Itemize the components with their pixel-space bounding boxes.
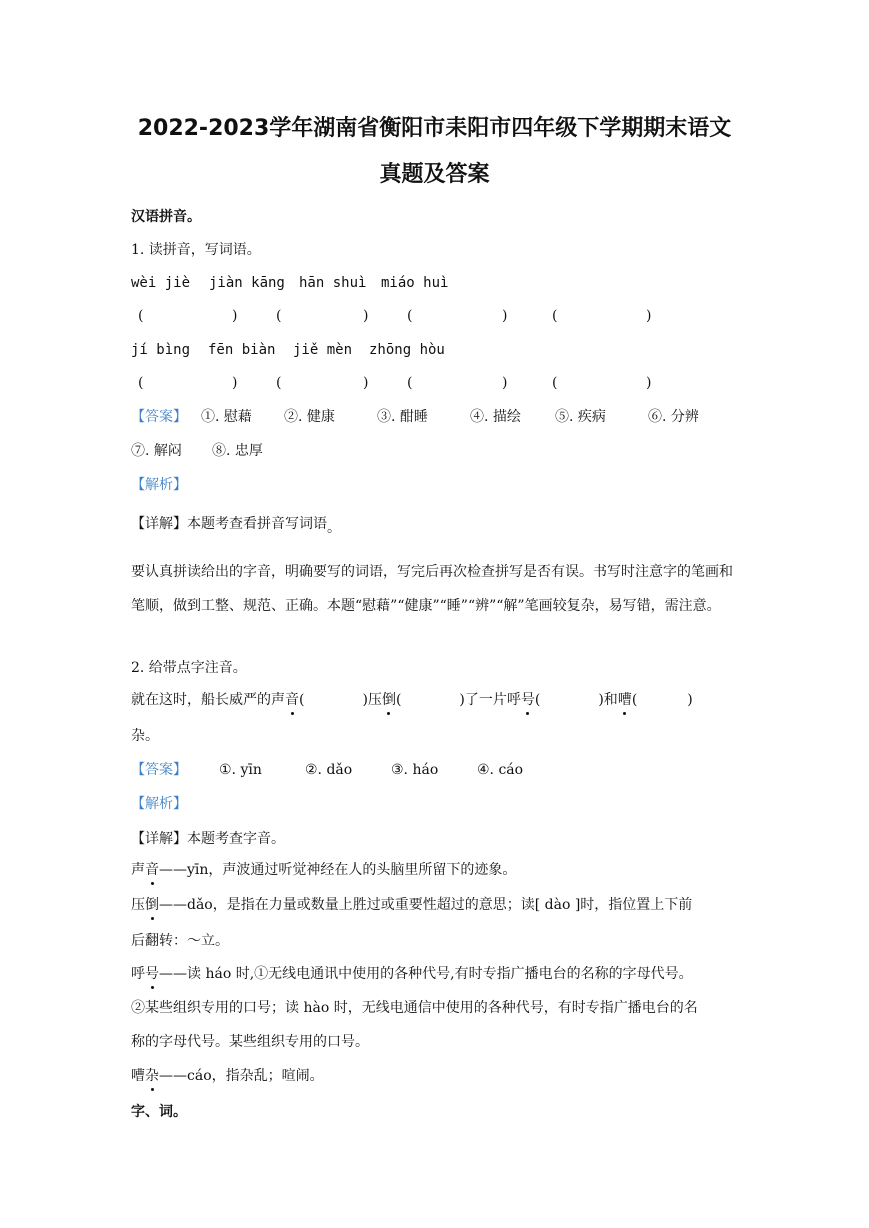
text: ——cáo，指杂乱；喧闹。	[159, 1068, 324, 1084]
dotted-char: 号	[145, 966, 159, 982]
detail-tail: 。	[327, 520, 341, 536]
q2-prompt: 2. 给带点字注音。	[131, 660, 247, 676]
dotted-char: 音	[285, 692, 299, 708]
q1-detail	[131, 514, 341, 534]
answer-item: ①. 慰藉	[201, 409, 252, 425]
q2-sentence	[131, 690, 693, 710]
q2-sentence-tail: 杂。	[131, 728, 159, 744]
doc-title-line1: 2022-2023学年湖南省衡阳市耒阳市四年级下学期期末语文	[137, 116, 732, 141]
q1-pinyin-row1	[131, 273, 471, 293]
pinyin: fēn biàn	[208, 342, 276, 358]
answer-item: ①. yīn	[219, 762, 262, 778]
sentence-text: )压	[362, 692, 382, 708]
q1-explanation: 要认真拼读给出的字音，明确要写的词语，写完后再次检查拼写是否有误。书写时注意字的笔画和笔顺，做到工整、规范、正确。本题“慰藉”“健康”“睡”“辨”“解”笔画较复杂，易写错，需注意。	[131, 564, 733, 614]
answer-item: ⑧. 忠厚	[212, 443, 263, 459]
dotted-char: 倒	[381, 692, 396, 708]
answer-item: ⑤. 疾病	[555, 409, 606, 425]
answer-item: ③. 酣睡	[377, 409, 428, 425]
blank-close: )	[232, 308, 238, 324]
pinyin: hān shuì	[299, 275, 367, 291]
blank-close: )	[363, 375, 369, 391]
blank-close: )	[646, 308, 652, 324]
answer-item: ②. 健康	[284, 409, 335, 425]
blank-open: (	[276, 308, 282, 324]
text: ——dǎo，是指在力量或数量上胜过或重要性超过的意思；读[ dào ]时，指位置上下前	[159, 897, 693, 913]
q2-explain-3-cont2: 称的字母代号。某些组织专用的口号。	[131, 1034, 369, 1050]
dotted-char: 嘈	[617, 692, 632, 708]
q2-explain-2-cont: 后翻转：～立。	[131, 933, 229, 949]
q2-explain-4	[131, 1066, 324, 1086]
q2-answer-line	[131, 760, 537, 780]
q1-pinyin-row2	[131, 340, 459, 360]
blank-open: (	[552, 375, 558, 391]
answer-item: ②. dǎo	[305, 762, 353, 778]
q1-answer-line2	[131, 441, 292, 461]
blank-open: (	[534, 692, 541, 708]
blank-close: )	[646, 375, 652, 391]
section-heading-pinyin: 汉语拼音。	[131, 209, 201, 225]
blank-close: )	[232, 375, 238, 391]
q2-analysis-label: 【解析】	[131, 796, 187, 812]
text: 声	[131, 862, 145, 878]
blank-open: (	[138, 375, 144, 391]
answer-item: ③. háo	[391, 762, 439, 778]
blank-open: (	[552, 308, 558, 324]
blank-close: )	[363, 308, 369, 324]
q2-explain-1	[131, 860, 516, 880]
dotted-char: 号	[520, 692, 535, 708]
blank-open: (	[138, 308, 144, 324]
q2-explain-2	[131, 895, 692, 915]
q2-detail: 【详解】本题考查字音。	[131, 831, 285, 847]
pinyin: jiě mèn	[293, 342, 353, 358]
q2-explain-3-cont: ②某些组织专用的口号；读 hào 时，无线电通信中使用的各种代号，有时专指广播电台的名	[131, 1000, 698, 1016]
dotted-char: 杂	[145, 1068, 159, 1084]
pinyin: jiàn kāng	[209, 275, 285, 291]
blank-open: (	[407, 375, 413, 391]
answer-label: 【答案】	[131, 762, 187, 778]
q1-analysis-label: 【解析】	[131, 477, 187, 493]
q2-explain-3	[131, 964, 693, 984]
answer-label: 【答案】	[131, 409, 187, 425]
answer-item: ④. cáo	[477, 762, 524, 778]
answer-item: ⑥. 分辨	[648, 409, 699, 425]
text: 嘈	[131, 1068, 145, 1084]
section-heading-words: 字、词。	[131, 1104, 187, 1120]
dotted-char: 音	[145, 862, 159, 878]
answer-item: ⑦. 解闷	[131, 443, 182, 459]
blank-open: (	[299, 692, 305, 708]
text: ——读 háo 时,①无线电通讯中使用的各种代号,有时专指广播电台的名称的字母代号。	[159, 966, 693, 982]
blank-open: (	[395, 692, 402, 708]
pinyin: jí bìng	[131, 342, 191, 358]
blank-close: )	[502, 375, 508, 391]
doc-title-line2: 真题及答案	[379, 162, 490, 187]
pinyin: zhōng hòu	[369, 342, 445, 358]
pinyin: wèi jiè	[131, 275, 191, 291]
text: 呼	[131, 966, 145, 982]
dotted-char: 倒	[145, 897, 159, 913]
answer-item: ④. 描绘	[470, 409, 521, 425]
blank-open: (	[631, 692, 638, 708]
detail-text: 【详解】本题考查看拼音写词语	[131, 516, 327, 532]
text: 压	[131, 897, 145, 913]
blank-open: (	[276, 375, 282, 391]
q1-answer-line1	[131, 407, 728, 427]
blank-close: )	[502, 308, 508, 324]
sentence-text: 就在这时，船长威严的声	[131, 692, 285, 708]
sentence-text: )了一片呼	[459, 692, 521, 708]
blank-close: )	[687, 692, 693, 708]
sentence-text: )和	[598, 692, 618, 708]
blank-open: (	[407, 308, 413, 324]
q1-prompt: 1. 读拼音，写词语。	[131, 242, 261, 258]
pinyin: miáo huì	[381, 275, 449, 291]
text: ——yīn，声波通过听觉神经在人的头脑里所留下的迹象。	[159, 862, 517, 878]
